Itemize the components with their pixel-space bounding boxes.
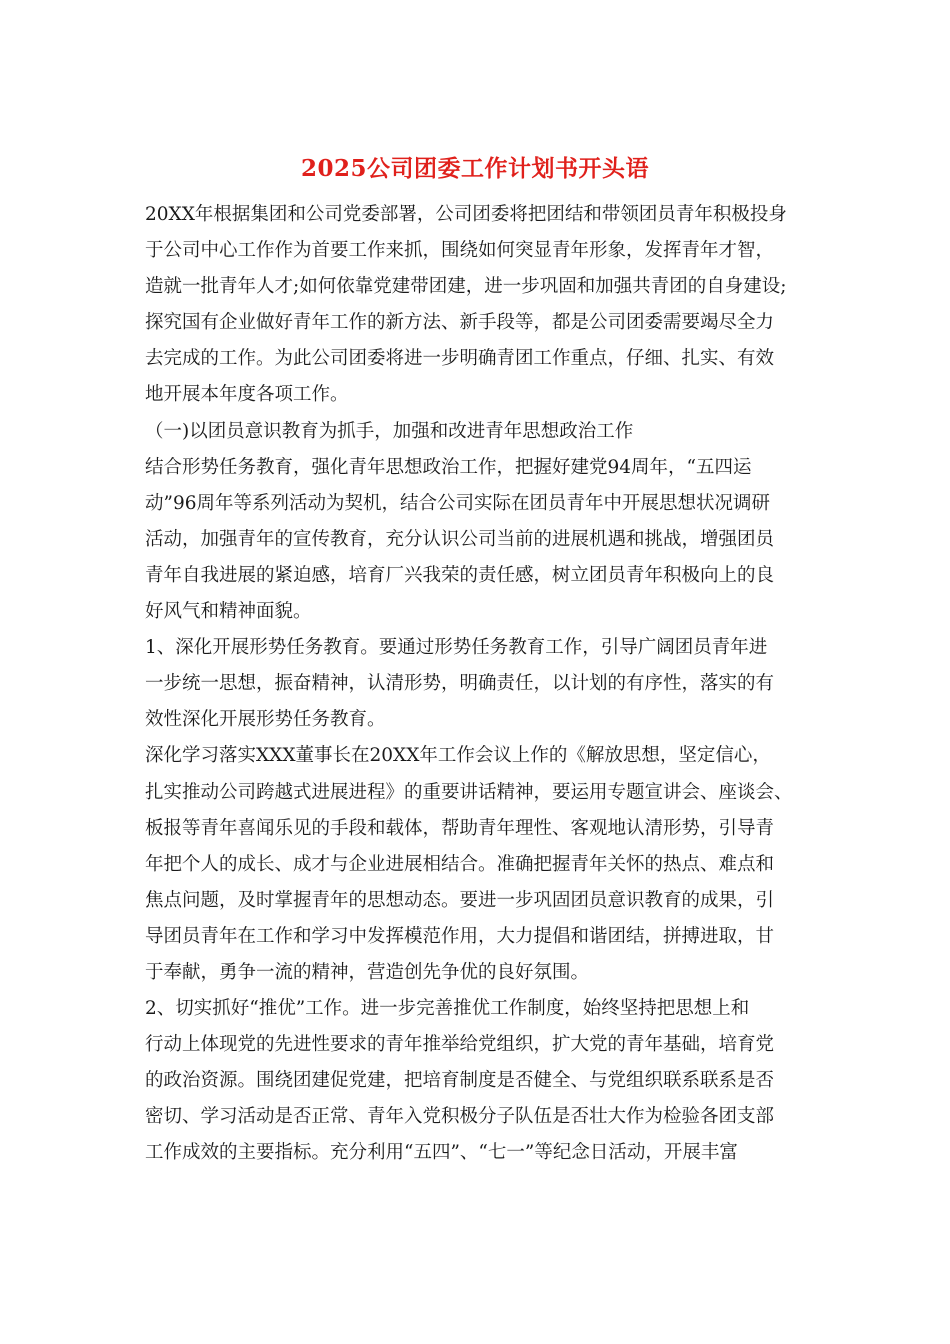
- document-line: 焦点问题，及时掌握青年的思想动态。要进一步巩固团员意识教育的成果，引: [145, 889, 775, 911]
- document-line: 深化学习落实XXX董事长在20XX年工作会议上作的《解放思想，坚定信心，: [145, 745, 771, 767]
- document-line: 的政治资源。围绕团建促党建，把培育制度是否健全、与党组织联系联系是否: [145, 1070, 775, 1092]
- document-line: 于奉献，勇争一流的精神，营造创先争优的良好氛围。: [145, 961, 590, 983]
- document-line: 去完成的工作。为此公司团委将进一步明确青团工作重点，仔细、扎实、有效: [145, 348, 775, 370]
- document-line: 青年自我进展的紧迫感，培育厂兴我荣的责任感，树立团员青年积极向上的良: [145, 564, 775, 586]
- document-line: 板报等青年喜闻乐见的手段和载体，帮助青年理性、客观地认清形势，引导青: [145, 817, 775, 839]
- document-line: 动”96周年等系列活动为契机，结合公司实际在团员青年中开展思想状况调研: [145, 492, 771, 514]
- document-line: （一)以团员意识教育为抓手，加强和改进青年思想政治工作: [145, 420, 634, 442]
- document-line: 行动上体现党的先进性要求的青年推举给党组织，扩大党的青年基础，培育党: [145, 1034, 775, 1056]
- document-body: [145, 200, 810, 1175]
- document-line: 于公司中心工作作为首要工作来抓，围绕如何突显青年形象，发挥青年才智，: [145, 240, 775, 262]
- document-line: 导团员青年在工作和学习中发挥模范作用，大力提倡和谐团结，拼搏进取，甘: [145, 925, 775, 947]
- document-line: 20XX年根据集团和公司党委部署，公司团委将把团结和带领团员青年积极投身: [145, 204, 787, 225]
- document-title: 2025公司团委工作计划书开头语: [300, 155, 649, 182]
- document-line: 1、深化开展形势任务教育。要通过形势任务教育工作，引导广阔团员青年进: [145, 637, 768, 659]
- document-line: 探究国有企业做好青年工作的新方法、新手段等，都是公司团委需要竭尽全力: [145, 312, 775, 334]
- document-line: 好风气和精神面貌。: [145, 601, 312, 623]
- document-line: 地开展本年度各项工作。: [145, 384, 349, 406]
- document-line: 效性深化开展形势任务教育。: [145, 709, 386, 731]
- document-line: 造就一批青年人才;如何依靠党建带团建，进一步巩固和加强共青团的自身建设;: [145, 276, 787, 298]
- document-line: 工作成效的主要指标。充分利用“五四”、“七一”等纪念日活动，开展丰富: [145, 1142, 738, 1164]
- document-line: 一步统一思想，振奋精神，认清形势，明确责任，以计划的有序性，落实的有: [145, 673, 775, 695]
- document-line: 活动，加强青年的宣传教育，充分认识公司当前的进展机遇和挑战，增强团员: [145, 528, 775, 550]
- document-line: 年把个人的成长、成才与企业进展相结合。准确把握青年关怀的热点、难点和: [145, 853, 775, 875]
- document-line: 结合形势任务教育，强化青年思想政治工作，把握好建党94周年，“五四运: [145, 456, 752, 478]
- document-line: 密切、学习活动是否正常、青年入党积极分子队伍是否壮大作为检验各团支部: [145, 1106, 775, 1128]
- document-line: 扎实推动公司跨越式进展进程》的重要讲话精神，要运用专题宣讲会、座谈会、: [145, 781, 793, 803]
- document-line: 2、切实抓好“推优”工作。进一步完善推优工作制度，始终坚持把思想上和: [145, 998, 750, 1020]
